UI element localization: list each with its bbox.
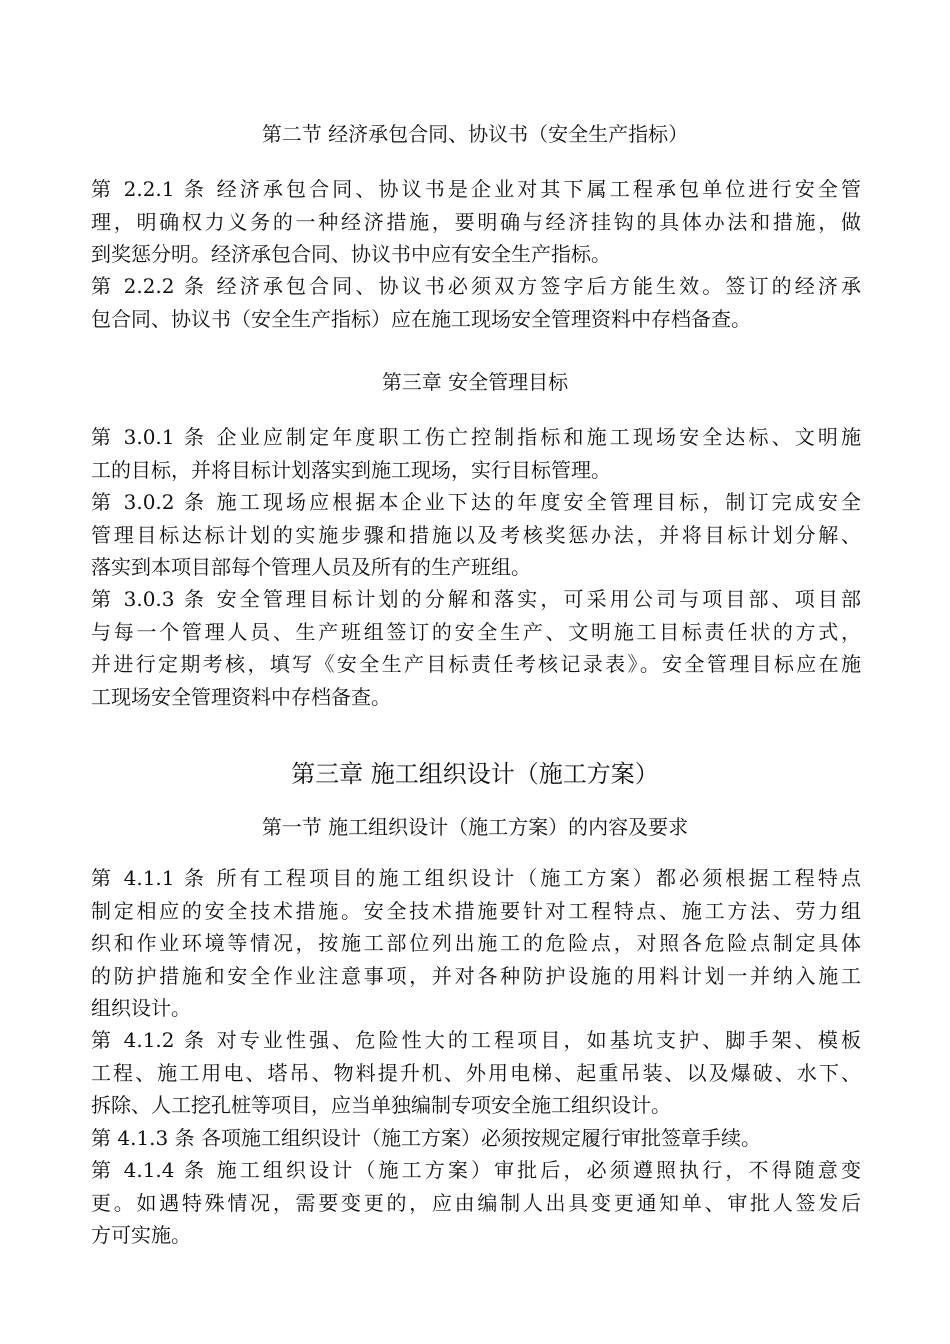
chapter-title-construction-design: 第三章 施工组织设计（施工方案）	[291, 760, 659, 788]
article-line: 理，明确权力义务的一种经济措施，要明确与经济挂钩的具体办法和措施，做	[91, 209, 861, 234]
article-2-2-1	[91, 173, 861, 271]
article-line: 落实到本项目部每个管理人员及所有的生产班组。	[91, 555, 531, 579]
article-line: 第 3.0.3 条 安全管理目标计划的分解和落实，可采用公司与项目部、项目部	[91, 587, 861, 611]
article-4-1-2	[91, 1024, 861, 1122]
article-line: 方可实施。	[91, 1223, 191, 1247]
article-line: 包合同、协议书（安全生产指标）应在施工现场安全管理资料中存档备查。	[91, 306, 751, 331]
article-line: 工现场安全管理资料中存档备查。	[91, 684, 391, 709]
article-line: 更。如遇特殊情况，需要变更的，应由编制人出具变更通知单、审批人签发后	[91, 1190, 861, 1215]
article-4-1-1	[91, 862, 861, 1025]
article-line: 制定相应的安全技术措施。安全技术措施要针对工程特点、施工方法、劳力组	[91, 898, 861, 923]
article-line: 第 3.0.1 条 企业应制定年度职工伤亡控制指标和施工现场安全达标、文明施	[91, 425, 861, 449]
article-line: 与每一个管理人员、生产班组签订的安全生产、文明施工目标责任状的方式，	[91, 619, 861, 644]
article-4-1-3	[91, 1122, 861, 1155]
article-line: 到奖惩分明。经济承包合同、协议书中应有安全生产指标。	[91, 242, 611, 266]
article-3-0-2	[91, 486, 861, 584]
article-2-2-2	[91, 270, 861, 335]
section-title-2-2: 第二节 经济承包合同、协议书（安全生产指标）	[261, 122, 689, 146]
article-3-0-1	[91, 421, 861, 486]
article-line: 第 4.1.2 条 对专业性强、危险性大的工程项目，如基坑支护、脚手架、模板	[91, 1028, 861, 1052]
article-line: 第 4.1.4 条 施工组织设计（施工方案）审批后，必须遵照执行，不得随意变	[91, 1158, 861, 1182]
article-4-1-4	[91, 1154, 861, 1252]
article-line: 拆除、人工挖孔桩等项目，应当单独编制专项安全施工组织设计。	[91, 1093, 671, 1117]
section-title-4-1: 第一节 施工组织设计（施工方案）的内容及要求	[261, 815, 689, 839]
article-line: 组织设计。	[91, 996, 191, 1020]
article-line: 并进行定期考核，填写《安全生产目标责任考核记录表》。安全管理目标应在施	[91, 652, 861, 676]
article-line: 工的目标，并将目标计划落实到施工现场，实行目标管理。	[91, 457, 611, 482]
article-line: 的防护措施和安全作业注意事项，并对各种防护设施的用料计划一并纳入施工	[91, 963, 861, 988]
article-line: 织和作业环境等情况，按施工部位列出施工的危险点，对照各危险点制定具体	[91, 931, 861, 955]
article-line: 第 4.1.1 条 所有工程项目的施工组织设计（施工方案）都必须根据工程特点	[91, 866, 861, 890]
article-line: 第 3.0.2 条 施工现场应根据本企业下达的年度安全管理目标，制订完成安全	[91, 490, 861, 514]
article-line: 第 2.2.1 条 经济承包合同、协议书是企业对其下属工程承包单位进行安全管	[91, 177, 861, 201]
article-line: 管理目标达标计划的实施步骤和措施以及考核奖惩办法，并将目标计划分解、	[91, 522, 861, 547]
chapter-title-3: 第三章 安全管理目标	[381, 370, 569, 394]
article-line: 工程、施工用电、塔吊、物料提升机、外用电梯、起重吊装、以及爆破、水下、	[91, 1060, 861, 1085]
article-line: 第 4.1.3 条 各项施工组织设计（施工方案）必须按规定履行审批签章手续。	[91, 1126, 761, 1150]
article-line: 第 2.2.2 条 经济承包合同、协议书必须双方签字后方能生效。签订的经济承	[91, 274, 861, 298]
article-3-0-3	[91, 583, 861, 713]
